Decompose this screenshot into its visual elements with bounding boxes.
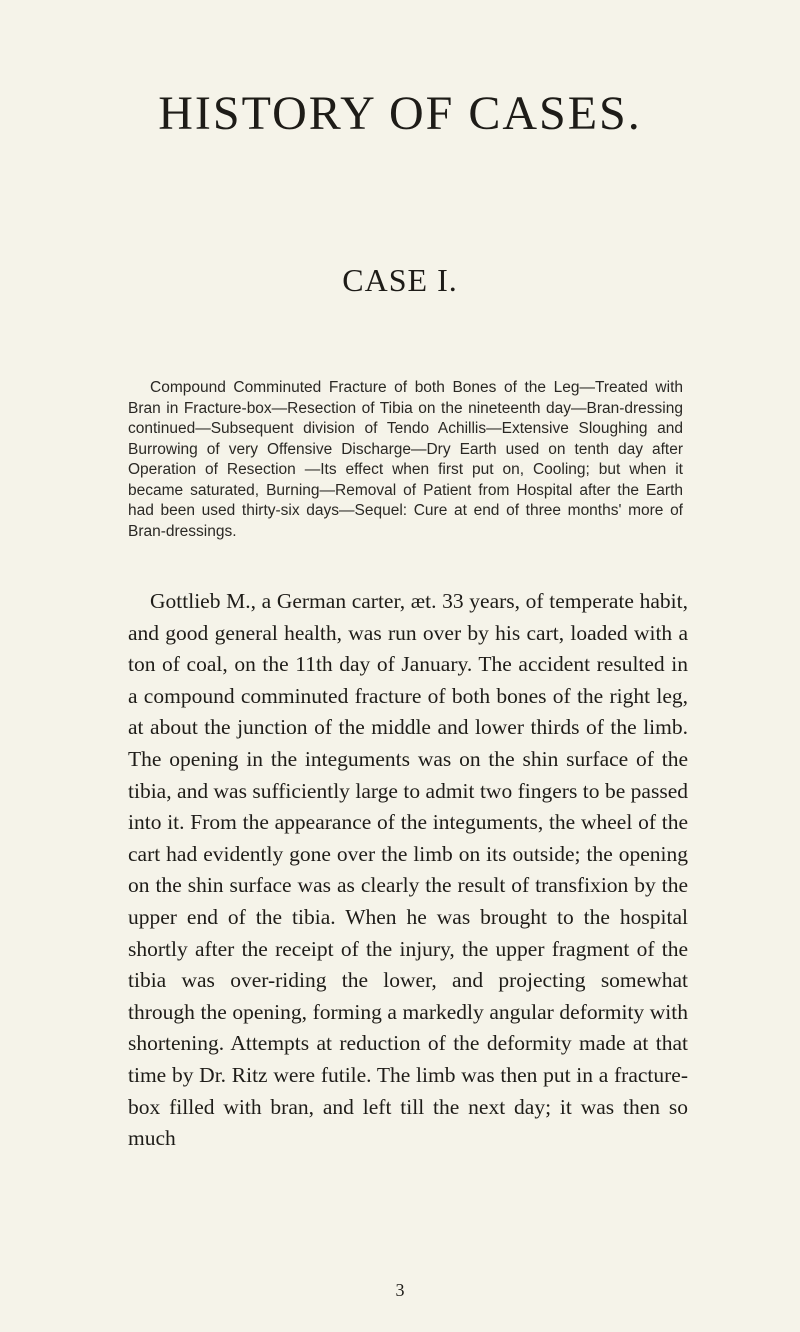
page-number: 3	[395, 1280, 405, 1300]
case-synopsis: Compound Comminuted Fracture of both Bones of the Leg—Treated with Bran in Fracture-box—Resection of Tibia on the nineteenth day—Bran-dressing continued—Subsequent division of Tendo Achillis—Extensive Sloughing and Burrowing of very Offensive Discharge—Dry Earth used on tenth day after Operation of Resection —Its effect when first put on, Cooling; but when it became saturated, Burning—Removal of Patient from Hospital after the Earth had been used thirty-six days—Sequel: Cure at end of three months' more of Bran-dressings.	[128, 379, 683, 540]
case-heading: CASE I.	[342, 262, 458, 298]
case-body-paragraph: Gottlieb M., a German carter, æt. 33 years, of temperate habit, and good general health, was run over by his cart, loaded with a ton of coal, on the 11th day of January. The accident resulted in a compound comminuted fracture of both bones of the right leg, at about the junction of the middle and lower thirds of the limb. The opening in the integuments was on the shin surface of the tibia, and was sufficiently large to admit two fingers to be passed into it. From the appearance of the integuments, the wheel of the cart had evidently gone over the limb on its outside; the opening on the shin surface was as clearly the result of transfixion by the upper end of the tibia. When he was brought to the hospital shortly after the receipt of the injury, the upper fragment of the tibia was over-riding the lower, and projecting somewhat through the opening, forming a markedly angular deformity with shortening. Attempts at reduction of the deformity made at that time by Dr. Ritz were futile. The limb was then put in a fracture-box filled with bran, and left till the next day; it was then so much	[128, 589, 688, 1151]
running-title: HISTORY OF CASES.	[158, 87, 642, 140]
